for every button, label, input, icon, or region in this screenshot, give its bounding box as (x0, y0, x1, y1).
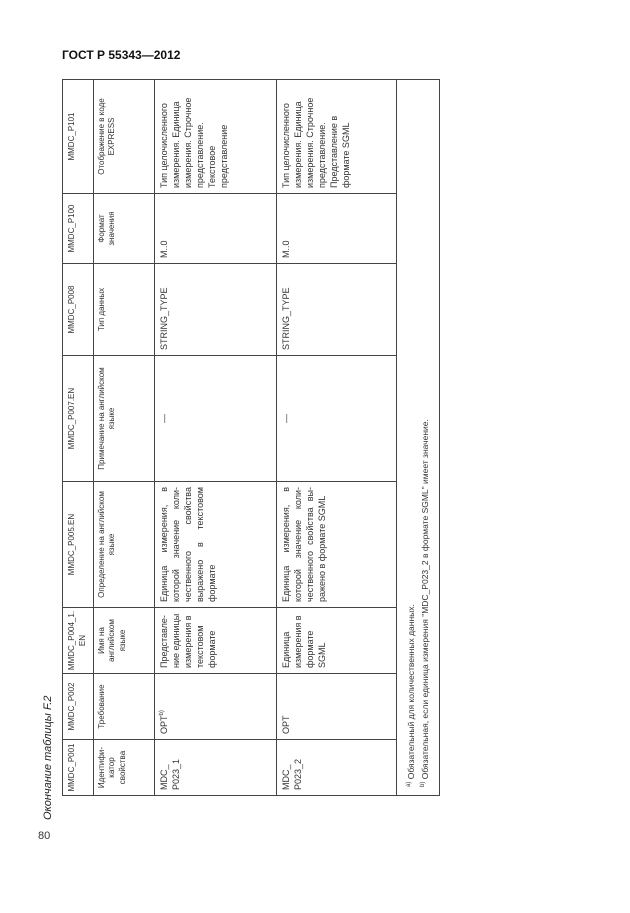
cell-name-en: Единица измерения в формате SGML (276, 608, 396, 674)
header-cell: Формат значения (93, 194, 154, 264)
cell-definition-en: Единица измерения, в которой значение коли-чественного свойства выражено в текстовом формате (154, 482, 276, 608)
cell-property-id: MDC_ P023_2 (276, 740, 396, 796)
header-cell: Идентифи-катор свойства (93, 740, 154, 796)
table-caption: Окончание таблицы F.2 (42, 695, 54, 820)
column-code-row (63, 80, 94, 796)
cell-property-id: MDC_ P023_1 (154, 740, 276, 796)
footnotes-row (396, 80, 440, 796)
cell-data-type: STRING_TYPE (276, 264, 396, 356)
header-cell: Определение на английском языке (93, 482, 154, 608)
code-cell: MMDC_P007.EN (63, 356, 94, 482)
code-cell: MMDC_P100 (63, 194, 94, 264)
header-cell: Требование (93, 674, 154, 740)
cell-data-type: STRING_TYPE (154, 264, 276, 356)
footnote-b-marker: b) (419, 781, 426, 787)
rotated-table-area (42, 80, 430, 820)
property-table (62, 79, 440, 796)
cell-note-en: — (154, 356, 276, 482)
code-cell: MMDC_P101 (63, 80, 94, 194)
requirement-value: OPT (158, 715, 169, 734)
header-cell: Отображение в коде EXPRESS (93, 80, 154, 194)
cell-value-format: M..0 (154, 194, 276, 264)
header-cell: Примечание на английском языке (93, 356, 154, 482)
code-cell: MMDC_P005.EN (63, 482, 94, 608)
code-cell: MMDC_P008 (63, 264, 94, 356)
footnotes-cell (396, 80, 440, 796)
cell-express-mapping: Тип целочисленного измерения. Единица измерения. Строчное представление. Текстовое представление (154, 80, 276, 194)
cell-note-en: — (276, 356, 396, 482)
footnote-b-text: Обязательная, если единица измерения "MDC_P023_2 в формате SGML" имеет значение. (419, 419, 430, 780)
cell-express-mapping: Тип целочисленного измерения. Единица измерения. Строчное представление. Представление в формате SGML (276, 80, 396, 194)
code-cell: MMDC_P001 (63, 740, 94, 796)
cell-definition-en: Единица измерения, в которой значение коли-чественного свойства вы-ражено в формате SGML (276, 482, 396, 608)
cell-value-format: M..0 (276, 194, 396, 264)
document-header: ГОСТ Р 55343—2012 (62, 48, 181, 62)
cell-requirement (276, 674, 396, 740)
footnote-b (419, 86, 431, 787)
column-header-row (93, 80, 154, 796)
header-cell: Имя на английском языке (93, 608, 154, 674)
footnote-ref: b) (158, 710, 165, 716)
code-cell: MMDC_P002 (63, 674, 94, 740)
page-number: 80 (38, 830, 51, 842)
footnote-a-text: Обязательный для количественных данных. (405, 604, 416, 780)
code-cell: MMDC_P004_1.EN (63, 608, 94, 674)
footnote-a-marker: a) (405, 781, 412, 787)
table-row (276, 80, 396, 796)
header-cell: Тип данных (93, 264, 154, 356)
table-row (154, 80, 276, 796)
cell-name-en: Представле-ние единицы измерения в текстовом формате (154, 608, 276, 674)
requirement-value: OPT (280, 715, 291, 734)
cell-requirement (154, 674, 276, 740)
footnote-a (405, 86, 417, 787)
